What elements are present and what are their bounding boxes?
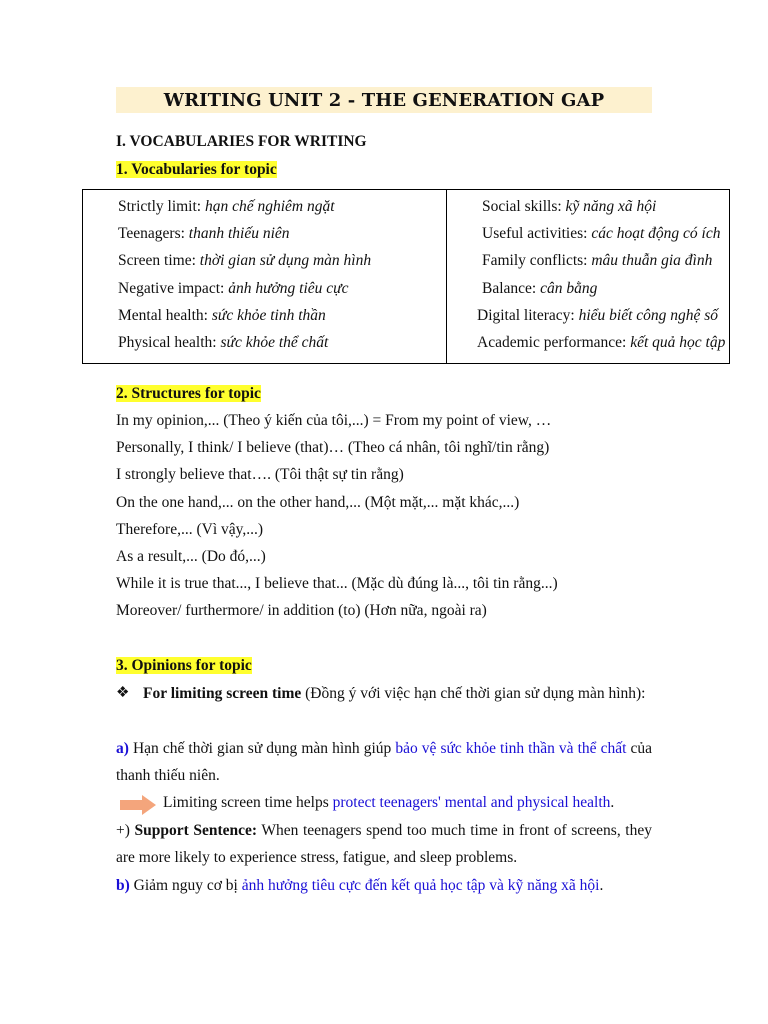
vocab-item xyxy=(477,221,729,248)
vocab-item xyxy=(118,248,446,275)
vocab-translation: ảnh hưởng tiêu cực xyxy=(228,279,349,297)
vocab-term: Physical health: xyxy=(118,333,221,351)
vocab-term: Academic performance: xyxy=(477,333,631,351)
vocab-translation: hạn chế nghiêm ngặt xyxy=(204,198,335,215)
point-a-end: của thanh thiếu niên. xyxy=(116,740,653,785)
subheading-structures-text: 2. Structures for topic xyxy=(116,385,261,402)
structure-line: Therefore,... (Vì vậy,...) xyxy=(116,520,264,538)
point-a-text: Hạn chế thời gian sử dụng màn hình giúp xyxy=(128,740,396,757)
diamond-bullet-icon: ❖ xyxy=(116,685,130,701)
vocab-item xyxy=(118,330,446,357)
vocab-translation: các hoạt động có ích xyxy=(591,225,721,243)
vocab-translation: thời gian sử dụng màn hình xyxy=(199,252,372,270)
point-a-english-text: Limiting screen time helps xyxy=(163,794,333,811)
vocab-translation: cân bằng xyxy=(540,279,598,297)
point-b-highlight: ảnh hưởng tiêu cực đến kết quả học tập và kỹ năng xã hội xyxy=(241,877,600,894)
point-a-english xyxy=(163,789,614,816)
vocab-item xyxy=(118,221,446,248)
vocab-term: Mental health: xyxy=(118,306,212,324)
vocabulary-table xyxy=(82,189,730,364)
support-sentence xyxy=(116,817,652,871)
support-text: When teenagers spend too much time in front of screens, they are more likely to experience stress, fatigue, and sleep problems. xyxy=(116,822,652,867)
vocab-item xyxy=(477,303,729,330)
point-b-label: b) xyxy=(116,877,130,894)
vocab-term: Screen time: xyxy=(118,252,200,270)
structure-line: On the one hand,... on the other hand,... (Một mặt,... mặt khác,...) xyxy=(116,493,520,511)
vocab-translation: kết quả học tập xyxy=(630,333,726,351)
vocab-item xyxy=(118,276,446,303)
point-a-label: a) xyxy=(116,740,129,757)
vocab-item xyxy=(477,276,729,303)
structure-line: I strongly believe that…. (Tôi thật sự tin rằng) xyxy=(116,466,404,484)
vocab-term: Teenagers: xyxy=(118,225,189,243)
opinion-bullet xyxy=(143,680,652,707)
point-b-text: Giảm nguy cơ bị xyxy=(129,877,242,894)
vocab-item xyxy=(477,330,729,357)
point-a-english-highlight: protect teenagers' mental and physical health xyxy=(332,794,611,811)
structure-line: Personally, I think/ I believe (that)… (Theo cá nhân, tôi nghĩ/tin rằng) xyxy=(116,439,550,457)
support-label: Support Sentence: xyxy=(134,822,258,839)
vocab-term: Strictly limit: xyxy=(118,198,205,215)
vocab-term: Digital literacy: xyxy=(477,306,579,324)
subheading-structures xyxy=(116,385,261,403)
subheading-vocabularies-text: 1. Vocabularies for topic xyxy=(116,161,277,178)
vocab-item xyxy=(477,194,729,221)
vocab-translation: mâu thuẫn gia đình xyxy=(591,252,713,270)
vocab-term: Balance: xyxy=(482,279,541,297)
opinion-bullet-title: For limiting screen time xyxy=(143,685,302,702)
vocab-translation: hiểu biết công nghệ số xyxy=(578,306,719,324)
vocab-item xyxy=(118,303,446,330)
vocab-term: Useful activities: xyxy=(482,225,592,243)
vocab-translation: sức khỏe tinh thần xyxy=(211,306,326,324)
vocab-item xyxy=(477,248,729,275)
point-a-highlight: bảo vệ sức khỏe tinh thần và thể chất xyxy=(395,740,627,757)
point-a-english-end: . xyxy=(610,794,615,811)
vocab-item xyxy=(118,194,446,221)
structure-line: As a result,... (Do đó,...) xyxy=(116,547,266,565)
structure-line: While it is true that..., I believe that... (Mặc dù đúng là..., tôi tin rằng...) xyxy=(116,575,558,593)
vocab-translation: kỹ năng xã hội xyxy=(565,198,657,215)
support-prefix: +) xyxy=(116,822,135,839)
vocab-term: Social skills: xyxy=(482,198,566,215)
page-title: WRITING UNIT 2 - THE GENERATION GAP xyxy=(163,90,605,111)
subheading-opinions-text: 3. Opinions for topic xyxy=(116,657,252,674)
section-heading-vocabularies: I. VOCABULARIES FOR WRITING xyxy=(116,133,367,150)
vocab-translation: sức khỏe thể chất xyxy=(220,333,329,351)
subheading-vocabularies xyxy=(116,161,277,179)
structure-line: In my opinion,... (Theo ý kiến của tôi,...) = From my point of view, … xyxy=(116,412,552,429)
vocabulary-column-left xyxy=(83,190,447,364)
structures-list xyxy=(116,407,652,625)
vocabulary-column-right xyxy=(447,190,730,364)
vocab-translation: thanh thiếu niên xyxy=(188,225,290,243)
structure-line: Moreover/ furthermore/ in addition (to) (Hơn nữa, ngoài ra) xyxy=(116,602,487,620)
vocab-term: Family conflicts: xyxy=(482,252,592,270)
right-arrow-icon xyxy=(120,795,156,815)
subheading-opinions xyxy=(116,657,252,675)
vocab-term: Negative impact: xyxy=(118,279,229,297)
point-a xyxy=(116,735,652,789)
opinion-bullet-description: (Đồng ý với việc hạn chế thời gian sử dụng màn hình): xyxy=(301,685,646,702)
point-b xyxy=(116,872,652,899)
point-b-end: . xyxy=(599,877,604,894)
